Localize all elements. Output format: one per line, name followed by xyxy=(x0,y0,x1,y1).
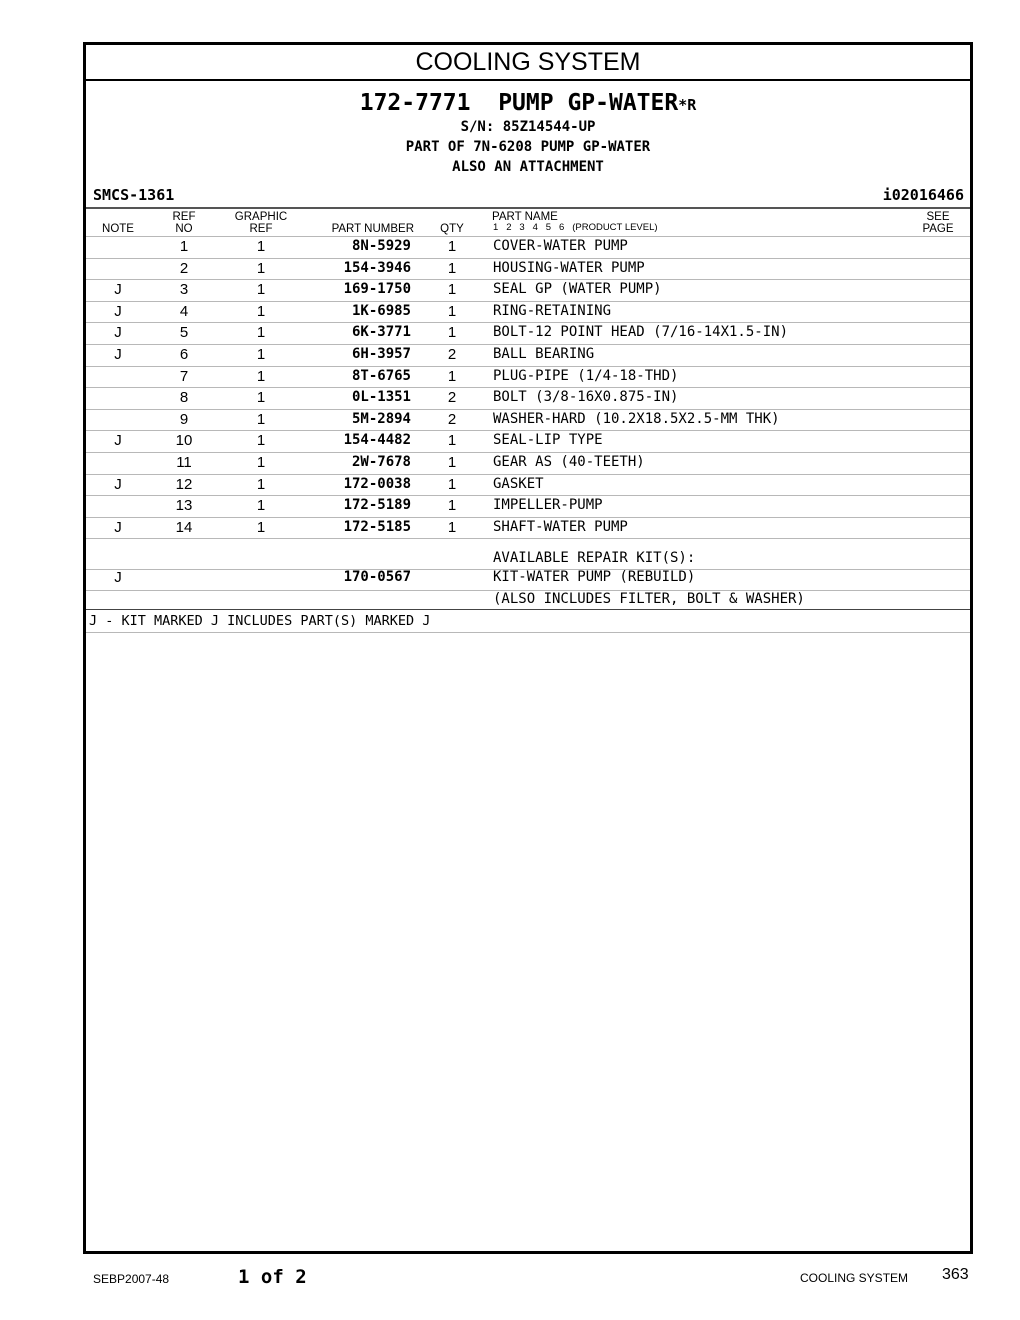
row-note: J xyxy=(114,346,122,363)
row-ref-no: 2 xyxy=(179,259,189,277)
parts-page-frame xyxy=(83,42,973,1254)
row-graphic-ref: 1 xyxy=(256,454,266,471)
section-title: COOLING SYSTEM xyxy=(86,45,970,81)
row-qty: 2 xyxy=(447,389,457,407)
row-part-number: 6K-3771 xyxy=(351,324,411,341)
row-part-number: 154-3946 xyxy=(343,259,411,276)
row-ref-no: 11 xyxy=(176,454,192,471)
row-graphic-ref: 1 xyxy=(256,410,266,428)
row-part-number: 6H-3957 xyxy=(351,346,411,362)
row-part-name: BALL BEARING xyxy=(493,346,595,362)
row-part-name: COVER-WATER PUMP xyxy=(493,238,628,254)
page-count: 1 of 2 xyxy=(238,1266,307,1288)
col-ref-line2: NO xyxy=(175,223,193,235)
col-see-page xyxy=(918,211,958,235)
row-note: J xyxy=(114,324,122,342)
row-part-number: 172-5189 xyxy=(343,497,411,514)
row-part-name: SEAL-LIP TYPE xyxy=(493,432,603,449)
row-ref-no: 7 xyxy=(179,367,189,385)
repair-kit-heading-row xyxy=(86,548,970,569)
row-part-number: 1K-6985 xyxy=(351,302,411,319)
col-graphic xyxy=(226,211,296,235)
row-part-number: 172-5185 xyxy=(343,518,411,535)
smcs-code: SMCS-1361 xyxy=(93,186,175,204)
row-part-number: 8T-6765 xyxy=(351,367,411,384)
footer-section: COOLING SYSTEM xyxy=(800,1271,909,1285)
table-row xyxy=(86,517,970,538)
part-of-line: PART OF 7N-6208 PUMP GP-WATER xyxy=(405,139,651,155)
row-part-name: GASKET xyxy=(493,475,544,492)
illustration-id: i02016466 xyxy=(882,186,964,204)
row-part-number: 0L-1351 xyxy=(351,389,411,406)
table-row xyxy=(86,279,970,300)
row-part-name: IMPELLER-PUMP xyxy=(493,497,603,514)
assembly-title xyxy=(86,90,970,116)
col-ref-line1: REF xyxy=(172,211,196,223)
kit-footnote: J - KIT MARKED J INCLUDES PART(S) MARKED J xyxy=(89,613,431,629)
col-product-levels: 1 2 3 4 5 6 (PRODUCT LEVEL) xyxy=(493,222,658,233)
footnote-divider xyxy=(86,632,970,633)
attachment-line: ALSO AN ATTACHMENT xyxy=(452,159,604,175)
col-graphic-line1: GRAPHIC xyxy=(234,211,288,223)
table-row xyxy=(86,387,970,408)
table-row xyxy=(86,322,970,343)
row-part-name: BOLT (3/8-16X0.875-IN) xyxy=(493,389,679,406)
repair-kit-extra: (ALSO INCLUDES FILTER, BOLT & WASHER) xyxy=(493,591,805,607)
row-graphic-ref: 1 xyxy=(256,302,266,320)
repair-kit-row xyxy=(86,567,970,588)
row-qty: 1 xyxy=(447,432,457,450)
row-ref-no: 9 xyxy=(179,410,189,428)
row-ref-no: 5 xyxy=(179,324,189,342)
row-part-number: 169-1750 xyxy=(343,281,411,298)
row-graphic-ref: 1 xyxy=(256,238,266,255)
row-note: J xyxy=(114,475,122,493)
row-note: J xyxy=(114,302,122,320)
col-see-line1: SEE xyxy=(926,211,950,223)
row-part-number: 2W-7678 xyxy=(351,454,411,470)
serial-number: S/N: 85Z14544-UP xyxy=(460,119,596,135)
table-end-divider xyxy=(86,609,970,610)
row-ref-no: 1 xyxy=(179,238,189,255)
repair-kit-name: KIT-WATER PUMP (REBUILD) xyxy=(493,569,696,585)
row-qty: 1 xyxy=(447,281,457,299)
row-graphic-ref: 1 xyxy=(256,324,266,342)
row-qty: 1 xyxy=(447,238,457,255)
row-part-name: BOLT-12 POINT HEAD (7/16-14X1.5-IN) xyxy=(493,324,789,341)
row-note: J xyxy=(114,518,122,536)
row-graphic-ref: 1 xyxy=(256,259,266,277)
table-row xyxy=(86,236,970,257)
table-row xyxy=(86,452,970,473)
assembly-part-number: 172-7771 xyxy=(359,90,471,116)
row-qty: 1 xyxy=(447,497,457,515)
row-graphic-ref: 1 xyxy=(256,497,266,515)
repair-kit-extra-row xyxy=(86,589,970,610)
row-qty: 1 xyxy=(447,302,457,320)
row-part-number: 5M-2894 xyxy=(351,410,411,427)
row-qty: 1 xyxy=(447,367,457,385)
table-row xyxy=(86,366,970,387)
row-ref-no: 12 xyxy=(175,475,193,493)
row-ref-no: 8 xyxy=(179,389,189,407)
col-graphic-line2: REF xyxy=(249,223,273,235)
row-qty: 1 xyxy=(447,518,457,536)
row-qty: 2 xyxy=(447,410,457,428)
table-row xyxy=(86,409,970,430)
table-row xyxy=(86,301,970,322)
table-row xyxy=(86,495,970,516)
doc-id: SEBP2007-48 xyxy=(93,1272,170,1286)
col-note: NOTE xyxy=(102,223,134,235)
row-ref-no: 6 xyxy=(179,346,189,363)
row-part-name: SEAL GP (WATER PUMP) xyxy=(493,281,662,298)
row-qty: 1 xyxy=(447,475,457,493)
repair-kit-part-number: 170-0567 xyxy=(343,569,411,585)
row-part-number: 172-0038 xyxy=(343,475,411,492)
row-ref-no: 14 xyxy=(175,518,193,536)
row-qty: 2 xyxy=(447,346,457,363)
row-divider xyxy=(86,538,970,539)
table-row xyxy=(86,344,970,365)
assembly-part-name: PUMP GP-WATER xyxy=(498,90,679,116)
row-graphic-ref: 1 xyxy=(256,389,266,407)
row-qty: 1 xyxy=(447,454,457,471)
row-part-name: GEAR AS (40-TEETH) xyxy=(493,454,645,470)
row-part-name: WASHER-HARD (10.2X18.5X2.5-MM THK) xyxy=(493,410,780,427)
row-graphic-ref: 1 xyxy=(256,475,266,493)
repair-kit-note: J xyxy=(114,569,122,586)
table-row xyxy=(86,258,970,279)
row-graphic-ref: 1 xyxy=(256,518,266,536)
row-note: J xyxy=(114,432,122,450)
row-graphic-ref: 1 xyxy=(256,432,266,450)
table-row xyxy=(86,474,970,495)
row-part-name: SHAFT-WATER PUMP xyxy=(493,518,628,535)
row-part-name: RING-RETAINING xyxy=(493,302,612,319)
row-ref-no: 13 xyxy=(175,497,193,515)
assembly-suffix: *R xyxy=(678,96,697,114)
row-graphic-ref: 1 xyxy=(256,346,266,363)
row-qty: 1 xyxy=(447,259,457,277)
col-part-name: PART NAME xyxy=(492,211,558,223)
col-part-number: PART NUMBER xyxy=(331,223,414,235)
row-part-number: 154-4482 xyxy=(343,432,411,449)
col-ref xyxy=(164,211,204,235)
col-see-line2: PAGE xyxy=(922,223,954,235)
row-ref-no: 10 xyxy=(175,432,193,450)
repair-kit-heading: AVAILABLE REPAIR KIT(S): xyxy=(493,550,696,566)
row-part-name: PLUG-PIPE (1/4-18-THD) xyxy=(493,367,679,384)
row-part-name: HOUSING-WATER PUMP xyxy=(493,259,645,276)
page-number: 363 xyxy=(942,1266,969,1283)
table-row xyxy=(86,430,970,451)
row-note: J xyxy=(114,281,122,299)
row-part-number: 8N-5929 xyxy=(351,238,411,254)
row-graphic-ref: 1 xyxy=(256,367,266,385)
col-qty: QTY xyxy=(440,223,464,235)
row-ref-no: 3 xyxy=(179,281,189,299)
row-graphic-ref: 1 xyxy=(256,281,266,299)
header-divider xyxy=(86,207,970,209)
row-qty: 1 xyxy=(447,324,457,342)
row-ref-no: 4 xyxy=(179,302,189,320)
